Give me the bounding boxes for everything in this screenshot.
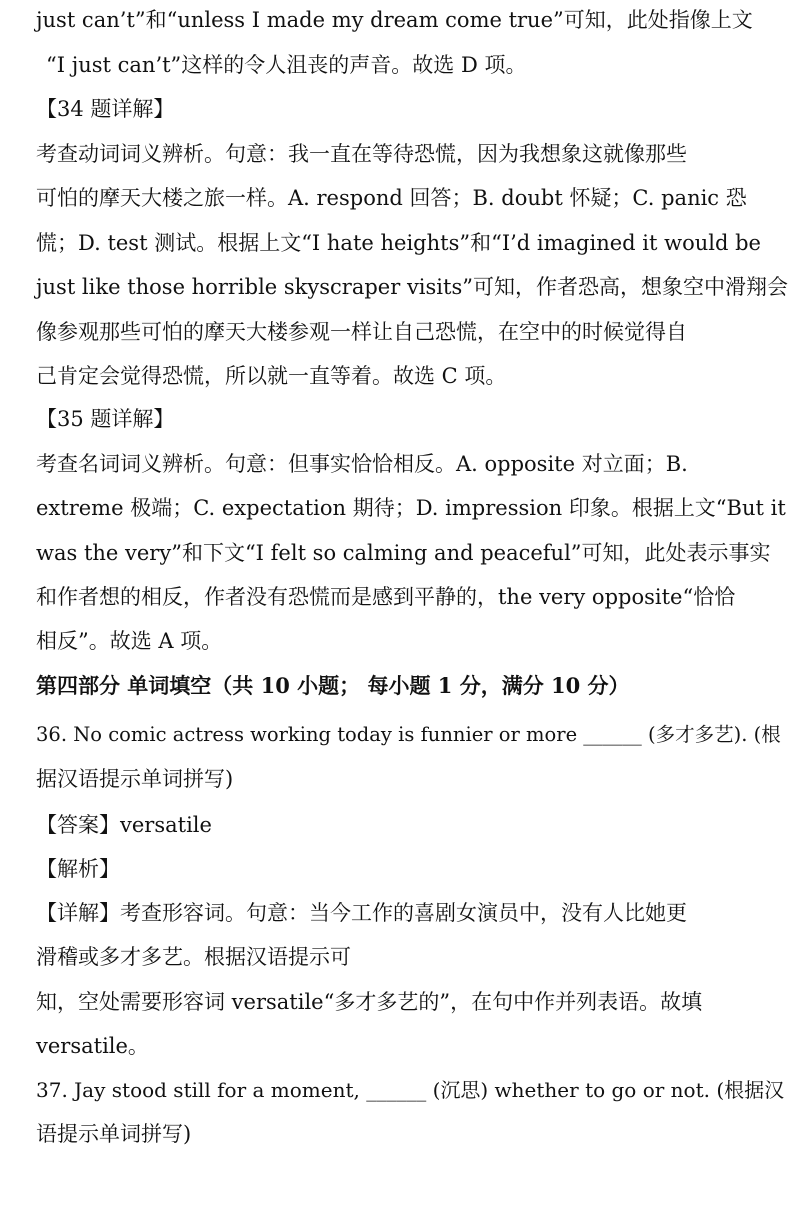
text-line: extreme 极端；C. expectation 期待；D. impression 印象。根据上文“But it <box>36 496 786 520</box>
question-36: 36. No comic actress working today is funnier or more ______ (多才多艺). (根 <box>36 723 781 746</box>
text-line: just like those horrible skyscraper visits”可知，作者恐高，想象空中滑翔会 <box>36 275 788 299</box>
detail-36: 【详解】考查形容词。句意：当今工作的喜剧女演员中，没有人比她更 <box>36 901 687 925</box>
part-four-heading: 第四部分 单词填空（共 10 小题； 每小题 1 分，满分 10 分） <box>36 673 630 698</box>
text-line: was the very”和下文“I felt so calming and peaceful”可知，此处表示事实 <box>36 541 771 565</box>
text-line: 语提示单词拼写) <box>36 1122 192 1146</box>
text-line: 相反”。故选 A 项。 <box>36 629 223 653</box>
question-37: 37. Jay stood still for a moment, ______ (沉思) whether to go or not. (根据汉 <box>36 1078 785 1102</box>
text-line: 据汉语提示单词拼写) <box>36 767 234 791</box>
text-line: 滑稽或多才多艺。根据汉语提示可 <box>36 945 351 969</box>
answer-36: 【答案】versatile <box>36 813 212 837</box>
text-line: 和作者想的相反，作者没有恐慌而是感到平静的，the very opposite“恰恰 <box>36 585 736 609</box>
text-line: 知，空处需要形容词 versatile“多才多艺的”，在句中作并列表语。故填 <box>36 990 703 1014</box>
section-heading-q35: 【35 题详解】 <box>36 407 175 431</box>
text-line: just can’t”和“unless I made my dream come true”可知，此处指像上文 <box>36 8 753 32</box>
text-line: 慌；D. test 测试。根据上文“I hate heights”和“I’d imagined it would be <box>36 231 761 255</box>
text-line: 可怕的摩天大楼之旅一样。A. respond 回答；B. doubt 怀疑；C. panic 恐 <box>36 186 747 210</box>
text-line: 像参观那些可怕的摩天大楼参观一样让自己恐慌，在空中的时候觉得自 <box>36 320 687 344</box>
section-heading-q34: 【34 题详解】 <box>36 97 175 121</box>
text-line: versatile。 <box>36 1034 149 1058</box>
analysis-label: 【解析】 <box>36 857 120 881</box>
text-line: 考查动词词义辨析。句意：我一直在等待恐慌，因为我想象这就像那些 <box>36 142 687 166</box>
text-line: 考查名词词义辨析。句意：但事实恰恰相反。A. opposite 对立面；B. <box>36 452 688 476</box>
text-line: “I just can’t”这样的令人沮丧的声音。故选 D 项。 <box>46 53 527 77</box>
text-line: 己肯定会觉得恐慌，所以就一直等着。故选 C 项。 <box>36 364 507 388</box>
